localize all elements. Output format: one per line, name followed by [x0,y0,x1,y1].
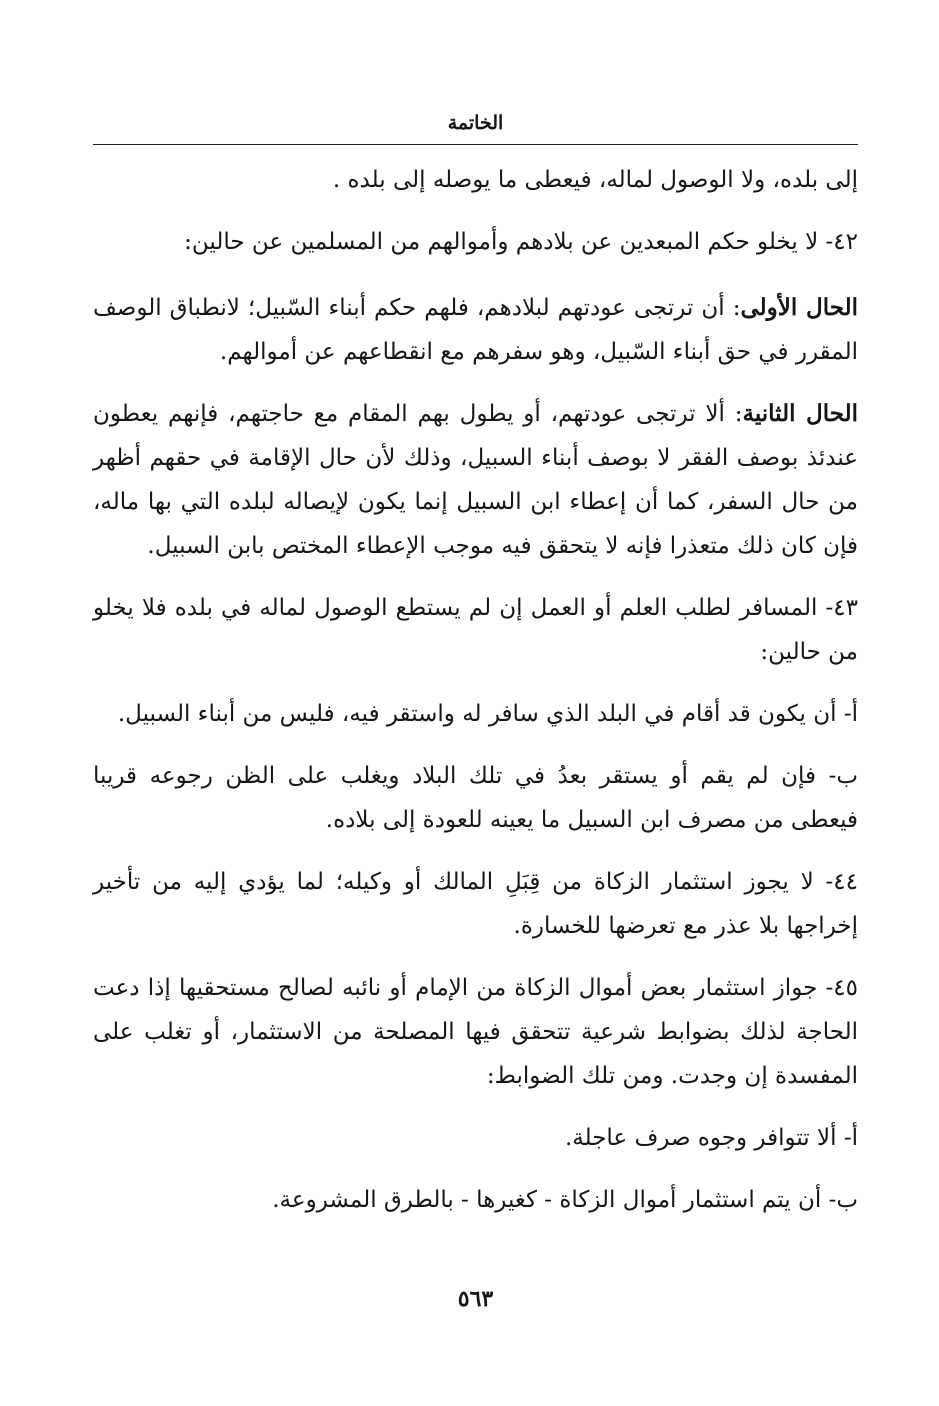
first-case-text: : أن ترتجى عودتهم لبلادهم، فلهم حكم أبناء السّبيل؛ لانطباق الوصف المقرر في حق أبناء السّبيل، وهو سفرهم مع انقطاعهم عن أموالهم. [93,295,858,365]
running-header: الخاتمة [447,112,504,134]
paragraph-first-case [93,286,858,374]
header-rule [93,144,858,145]
second-case-term: الحال الثانية [742,400,858,427]
second-case-text: : ألا ترتجى عودتهم، أو يطول بهم المقام مع حاجتهم، فإنهم يعطون عندئذ بوصف الفقر لا بوصف أبناء السبيل، وذلك لأن حال الإقامة في حقهم أظهر من حال السفر، كما أن إعطاء ابن السبيل إنما يكون لإيصاله لبلده التي بها ماله، فإن كان ذلك متعذرا فإنه لا يتحقق فيه موجب الإعطاء المختص بابن السبيل. [93,401,858,559]
paragraph-45-b: ب- أن يتم استثمار أموال الزكاة - كغيرها - بالطرق المشروعة. [272,1187,858,1213]
page-body [93,158,858,1240]
paragraph-45-a: أ- ألا تتوافر وجوه صرف عاجلة. [564,1125,858,1151]
paragraph-43: ٤٣- المسافر لطلب العلم أو العمل إن لم يستطع الوصول لماله في بلده فلا يخلو من حالين: [93,595,858,665]
paragraph-second-case [93,392,858,568]
paragraph-43-b: ب- فإن لم يقم أو يستقر بعدُ في تلك البلاد ويغلب على الظن رجوعه قريبا فيعطى من مصرف ابن السبيل ما يعينه للعودة إلى بلاده. [93,763,858,833]
paragraph-45: ٤٥- جواز استثمار بعض أموال الزكاة من الإمام أو نائبه لصالح مستحقيها إذا دعت الحاجة لذلك بضوابط شرعية تتحقق فيها المصلحة من الاستثمار، أو تغلب على المفسدة إن وجدت. ومن تلك الضوابط: [93,975,858,1089]
paragraph-44: ٤٤- لا يجوز استثمار الزكاة من قِبَلِ المالك أو وكيله؛ لما يؤدي إليه من تأخير إخراجها بلا عذر مع تعرضها للخسارة. [93,869,858,939]
first-case-term: الحال الأولى [740,294,858,321]
paragraph-continuation: إلى بلده، ولا الوصول لماله، فيعطى ما يوصله إلى بلده . [332,167,858,193]
paragraph-43-a: أ- أن يكون قد أقام في البلد الذي سافر له واستقر فيه، فليس من أبناء السبيل. [117,701,858,727]
paragraph-42: ٤٢- لا يخلو حكم المبعدين عن بلادهم وأموالهم من المسلمين عن حالين: [184,229,858,255]
page-number: ٥٦٣ [457,1286,494,1312]
